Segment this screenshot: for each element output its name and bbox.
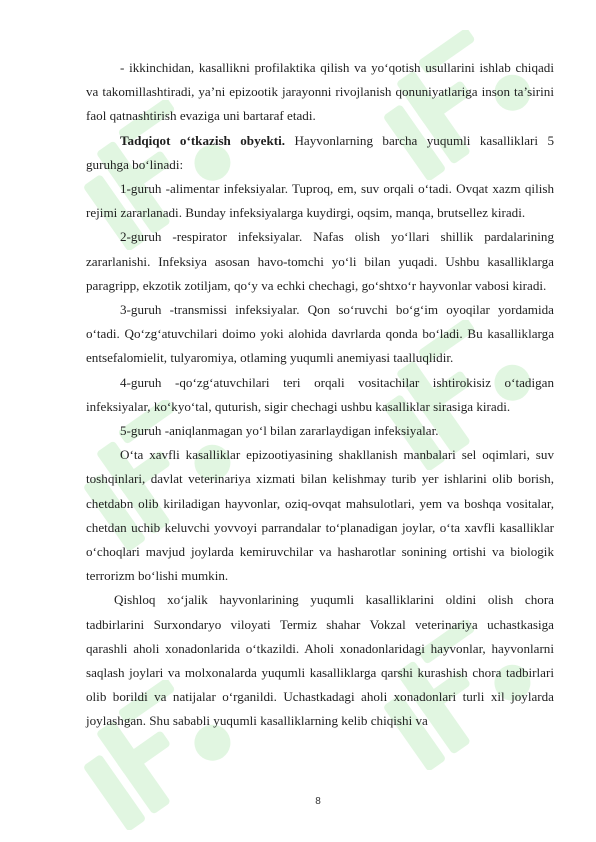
paragraph-research-object xyxy=(86,129,554,177)
paragraph-prevention-methods: - ikkinchidan, kasallikni profilaktika qilish va yo‘qotish usullarini ishlab chiqadi va takomillashtiradi, ya’ni epizootik jarayonni rivojlanish qonuniyatlariga inson ta’sirini faol qatnashtirish evaziga uni bartaraf etadi. xyxy=(86,60,554,124)
paragraph-group-5: 5-guruh -aniqlanmagan yo‘l bilan zararlaydigan infeksiyalar. xyxy=(120,423,439,439)
paragraph-agricultural-animals: Qishloq xo‘jalik hayvonlarining yuqumli kasalliklarini oldini olish chora tadbirlarini Surxondaryo viloyati Termiz shahar Vokzal veterinariya uchastkasiga qarashli aholi xonadonlarida o‘tkazildi. Aholi xonadonlaridagi hayvonlar, hayvonlarni saqlash joylari va molxonalarda yuqumli kasalliklarga qarshi kurashish chora tadbirlari olib borildi va natijalar o‘rganildi. Uchastkadagi aholi xonadonlari turli xil joylarda joylashgan. Shu sababli yuqumli kasalliklarning kelib chiqishi va xyxy=(86,592,554,729)
paragraph-group-3: 3-guruh -transmissi infeksiyalar. Qon so‘ruvchi bo‘g‘im oyoqilar yordamida o‘tadi. Qo‘zg‘atuvchilari doimo yoki alohida davrlarda qonda bo‘ladi. Bu kasalliklarga entsefalomielit, tulyaromiya, otlaming yuqumli anemiyasi taalluqlidir. xyxy=(86,302,554,366)
paragraph-dangerous-diseases: O‘ta xavfli kasalliklar epizootiyasining shakllanish manbalari sel oqimlari, suv toshqinlari, davlat veterinariya xizmati bilan kelishmay turib yer ishlarini olib borish, chetdabn olib kiriladigan hayvonlar, oziq-ovqat mahsulotlari, yem va boshqa vositalar, chetdan uchib keluvchi yovvoyi parrandalar to‘planadigan joylar, o‘ta xavfli kasalliklar o‘choqlari mavjud joylarda kemiruvchilar va hasharotlar sonining ortishi va biologik terrorizm bo‘lishi mumkin. xyxy=(86,447,554,584)
paragraph-group-2: 2-guruh -respirator infeksiyalar. Nafas olish yo‘llari shillik pardalarining zararlanishi. Infeksiya asosan havo-tomchi yo‘li bilan yuqadi. Ushbu kasalliklarga paragripp, ekzotik zotiljam, qo‘y va echki chechagi, go‘shtxo‘r hayvonlar vabosi kiradi. xyxy=(86,229,554,293)
paragraph-group-4: 4-guruh -qo‘zg‘atuvchilari teri orqali vositachilar ishtirokisiz o‘tadigan infeksiyalar, ko‘kyo‘tal, quturish, sigir chechagi ushbu kasalliklar sirasiga kiradi. xyxy=(86,374,554,414)
research-object-text: Hayvonlarning barcha yuqumli kasalliklari 5 guruhga bo‘linadi: xyxy=(86,132,554,172)
document-body xyxy=(86,56,554,734)
paragraph-group-1: 1-guruh -alimentar infeksiyalar. Tuproq, em, suv orqali o‘tadi. Ovqat xazm qilish rejimi zararlanadi. Bunday infeksiyalarga kuydirgi, oqsim, manqa, brutsellez kiradi. xyxy=(86,181,554,221)
page-number: 8 xyxy=(315,796,321,807)
research-object-heading: Tadqiqot o‘tkazish obyekti. xyxy=(120,132,286,148)
